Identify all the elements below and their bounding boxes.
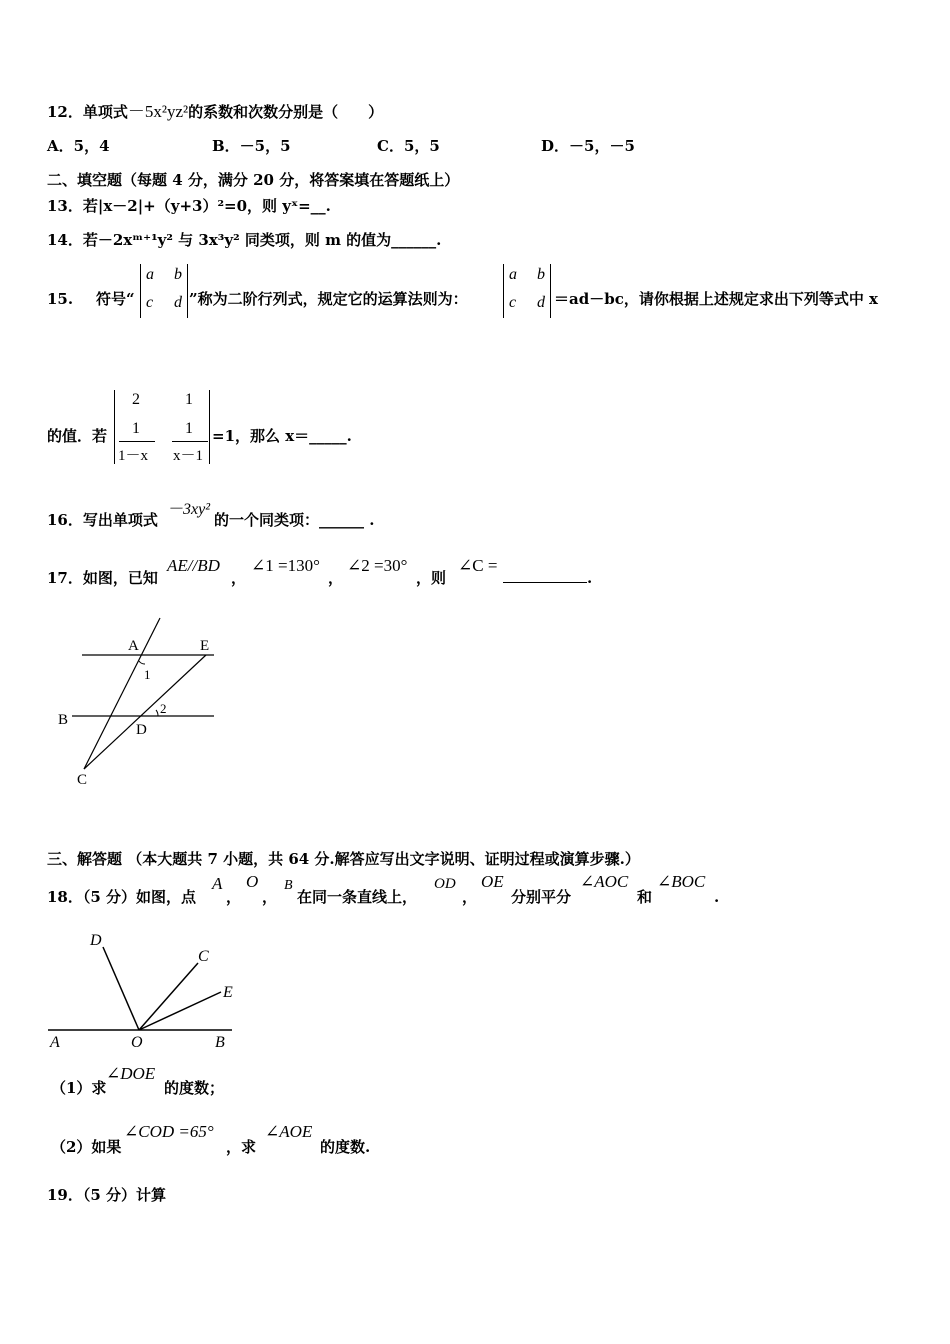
- section-3-title: 三、解答题 （本大题共 7 小题，共 64 分.解答应写出文字说明、证明过程或演算步骤.）: [47, 850, 640, 868]
- q18-comma-1: ，: [226, 888, 242, 906]
- q18-and: 和: [637, 888, 653, 906]
- q16-prefix: 16．写出单项式: [47, 511, 158, 529]
- det3-a: 2: [132, 391, 140, 408]
- q14-text: 14．若－2xᵐ⁺¹y² 与 3x³y² 同类项，则 m 的值为______.: [47, 231, 442, 249]
- q15-label-close: ”称为二阶行列式，规定它的运算法则为：: [189, 290, 468, 308]
- q12-option-b: B．－5，5: [212, 137, 291, 155]
- q17-prefix: 17．如图，已知: [47, 569, 158, 587]
- label-angle-2: 2: [160, 701, 167, 716]
- q18-figure: [45, 925, 245, 1055]
- q15-determinant-2: [503, 264, 551, 318]
- label-b: B: [58, 712, 69, 728]
- q18-prefix: 18．（5 分）如图，点: [47, 888, 197, 906]
- q13-text: 13．若|x－2|+（y+3）²=0，则 yˣ=__.: [47, 197, 331, 215]
- q18-sub1-prefix: （1）求: [51, 1079, 107, 1097]
- angle-1-arc: [139, 661, 145, 664]
- det3-c-num: 1: [132, 420, 140, 437]
- det2-d: d: [537, 294, 545, 311]
- label-e: E: [200, 638, 210, 654]
- q16-suffix: 的一个同类项：______ .: [214, 511, 375, 529]
- q18-sub2-expr: ∠COD =65°: [124, 1122, 214, 1141]
- label-c: C: [198, 948, 209, 965]
- det1-c: c: [146, 294, 154, 311]
- q17-ask: ∠C =: [458, 556, 498, 575]
- line-ca: [84, 618, 160, 769]
- q18-angle-aoc: ∠AOC: [580, 872, 629, 891]
- q18-sub2-suffix: 的度数.: [320, 1138, 371, 1156]
- det2-b: b: [537, 266, 545, 283]
- q15-label-open: 符号“: [96, 290, 135, 308]
- ray-oc: [139, 963, 198, 1030]
- angle-2-arc: [156, 710, 158, 716]
- q12-stem: 12．单项式－5x²yz²的系数和次数分别是（ ）: [47, 102, 384, 121]
- label-d: D: [136, 722, 147, 738]
- ray-od: [103, 947, 139, 1030]
- section-2-title: 二、填空题（每题 4 分，满分 20 分，将答案填在答题纸上）: [47, 171, 460, 189]
- label-a: A: [50, 1034, 60, 1051]
- q15-number: 15.: [47, 290, 74, 308]
- label-e: E: [223, 984, 233, 1001]
- det1-b: b: [174, 266, 182, 283]
- q15-line2-suffix: =1，那么 x＝_____.: [212, 427, 352, 445]
- det3-c-den: 1－x: [118, 448, 149, 464]
- q12-expr: －5x²yz²: [127, 102, 189, 121]
- det3-d-bar: [172, 441, 208, 442]
- q18-point-a: A: [212, 874, 223, 893]
- q12-option-d: D．－5，－5: [541, 137, 635, 155]
- det3-d-num: 1: [185, 420, 193, 437]
- label-b: B: [215, 1034, 225, 1051]
- det1-a: a: [146, 266, 154, 283]
- q16-expr: －3xy²: [167, 501, 211, 518]
- q17-then: ，则: [416, 569, 447, 587]
- q18-od: OD: [434, 876, 456, 892]
- q18-mid2: 分别平分: [511, 888, 572, 906]
- q18-oe: OE: [481, 872, 504, 891]
- q15-rule: ＝ad－bc，请你根据上述规定求出下列等式中 x: [554, 290, 878, 308]
- q18-end: .: [714, 888, 720, 906]
- q12-option-c: C．5，5: [377, 137, 440, 155]
- det3-c-bar: [119, 441, 155, 442]
- det1-d: d: [174, 294, 182, 311]
- q12-option-a: A．5，4: [47, 137, 110, 155]
- q18-mid: 在同一条直线上，: [297, 888, 418, 906]
- det2-c: c: [509, 294, 517, 311]
- q17-condition-angle1: ∠1 =130°: [251, 556, 320, 575]
- label-d: D: [90, 932, 102, 949]
- q17-comma-1: ，: [231, 569, 247, 587]
- q18-point-b: B: [284, 878, 293, 893]
- q18-sub1-suffix: 的度数；: [164, 1079, 225, 1097]
- label-angle-1: 1: [144, 667, 151, 682]
- q18-sub2-prefix: （2）如果: [51, 1138, 122, 1156]
- det3-b: 1: [185, 391, 193, 408]
- q19-text: 19．（5 分）计算: [47, 1186, 167, 1204]
- ray-oe: [139, 992, 221, 1030]
- q18-sub1-expr: ∠DOE: [106, 1064, 156, 1083]
- q18-point-o: O: [246, 872, 259, 891]
- q15-determinant-3: [114, 390, 210, 464]
- q17-answer-blank: .: [503, 568, 592, 588]
- q18-sub2-expr2: ∠AOE: [265, 1122, 313, 1141]
- q18-angle-boc: ∠BOC: [657, 872, 706, 891]
- det2-a: a: [509, 266, 517, 283]
- q17-figure: [50, 610, 230, 790]
- label-c: C: [77, 772, 88, 788]
- q17-comma-2: ，: [328, 569, 344, 587]
- q17-condition-angle2: ∠2 =30°: [347, 556, 408, 575]
- q18-comma-3: ，: [462, 888, 478, 906]
- q15-line2-prefix: 的值．若: [47, 427, 108, 445]
- q18-comma-2: ，: [262, 888, 278, 906]
- label-a: A: [128, 638, 139, 654]
- label-o: O: [131, 1034, 143, 1051]
- q17-condition-parallel: AE//BD: [167, 556, 220, 575]
- q15-determinant-1: [140, 264, 188, 318]
- det3-d-den: x－1: [173, 448, 204, 464]
- q18-sub2-mid: ，求: [226, 1138, 257, 1156]
